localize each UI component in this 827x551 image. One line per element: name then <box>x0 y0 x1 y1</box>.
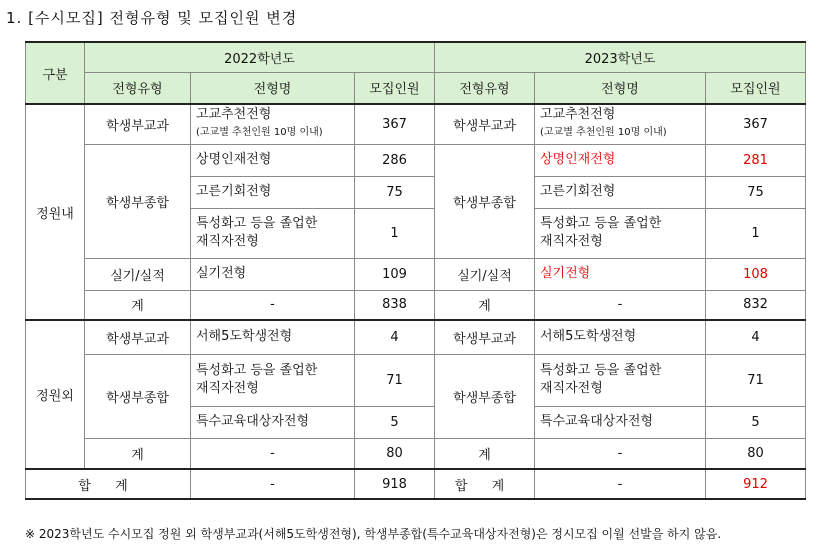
count-cell: 80 <box>706 438 806 469</box>
header-count-2022: 모집인원 <box>355 72 435 104</box>
name-cell <box>535 208 706 258</box>
name-line: 재직자전형 <box>540 381 603 396</box>
name-cell-changed: 실기전형 <box>535 258 706 290</box>
name-cell: 상명인재전형 <box>191 144 355 176</box>
group-outside: 정원외 <box>26 320 85 469</box>
name-line: 재직자전형 <box>196 234 259 249</box>
name-cell <box>191 208 355 258</box>
dash-cell: - <box>191 290 355 320</box>
count-cell-changed: 912 <box>706 469 806 499</box>
name-cell: 특수교육대상자전형 <box>535 406 706 438</box>
grand-total-label: 합 계 <box>435 469 535 499</box>
count-cell: 1 <box>355 208 435 258</box>
name-cell-changed: 상명인재전형 <box>535 144 706 176</box>
count-cell: 5 <box>355 406 435 438</box>
type-cell: 학생부교과 <box>85 104 191 144</box>
table-row <box>26 354 806 406</box>
type-cell: 학생부교과 <box>85 320 191 354</box>
name-cell <box>535 354 706 406</box>
table-row <box>26 258 806 290</box>
subtotal-label: 계 <box>85 438 191 469</box>
dash-cell: - <box>191 438 355 469</box>
name-cell: 서해5도학생전형 <box>191 320 355 354</box>
name-line: 특성화고 등을 졸업한 <box>196 363 318 378</box>
name-cell: 실기전형 <box>191 258 355 290</box>
grand-total-label: 합 계 <box>26 469 191 499</box>
name-line: 특성화고 등을 졸업한 <box>196 216 318 231</box>
count-cell: 75 <box>706 176 806 208</box>
name-cell <box>191 354 355 406</box>
count-cell: 109 <box>355 258 435 290</box>
table-row <box>26 320 806 354</box>
name-line: 재직자전형 <box>540 234 603 249</box>
count-cell: 71 <box>706 354 806 406</box>
count-cell: 5 <box>706 406 806 438</box>
type-cell: 학생부종합 <box>85 354 191 438</box>
table-row <box>26 104 806 144</box>
count-cell: 71 <box>355 354 435 406</box>
type-cell: 실기/실적 <box>435 258 535 290</box>
subtotal-label: 계 <box>435 438 535 469</box>
header-name-2022: 전형명 <box>191 72 355 104</box>
group-inside: 정원내 <box>26 104 85 320</box>
type-cell: 학생부종합 <box>435 144 535 258</box>
dash-cell: - <box>535 438 706 469</box>
type-cell: 학생부종합 <box>435 354 535 438</box>
subtotal-label: 계 <box>85 290 191 320</box>
name-line: 특성화고 등을 졸업한 <box>540 363 662 378</box>
count-cell: 80 <box>355 438 435 469</box>
type-cell: 학생부종합 <box>85 144 191 258</box>
admission-table <box>25 41 806 500</box>
name-subtext: (고교별 추천인원 10명 이내) <box>540 127 667 139</box>
count-cell: 286 <box>355 144 435 176</box>
subtotal-row <box>26 290 806 320</box>
subtotal-label: 계 <box>435 290 535 320</box>
dash-cell: - <box>535 290 706 320</box>
header-count-2023: 모집인원 <box>706 72 806 104</box>
type-cell: 학생부교과 <box>435 320 535 354</box>
table-row <box>26 144 806 176</box>
type-cell: 실기/실적 <box>85 258 191 290</box>
dash-cell: - <box>535 469 706 499</box>
count-cell: 4 <box>706 320 806 354</box>
name-cell: 서해5도학생전형 <box>535 320 706 354</box>
count-cell: 4 <box>355 320 435 354</box>
count-cell: 918 <box>355 469 435 499</box>
header-type-2022: 전형유형 <box>85 72 191 104</box>
name-cell: 고른기회전형 <box>191 176 355 208</box>
name-text: 고교추천전형 <box>540 107 616 123</box>
name-text: 고교추천전형 <box>196 107 272 123</box>
name-cell <box>535 104 706 144</box>
section-title: 1. [수시모집] 전형유형 및 모집인원 변경 <box>6 9 298 27</box>
count-cell: 367 <box>355 104 435 144</box>
name-subtext: (고교별 추천인원 10명 이내) <box>196 127 323 139</box>
name-cell: 고른기회전형 <box>535 176 706 208</box>
count-cell-changed: 108 <box>706 258 806 290</box>
header-2022: 2022학년도 <box>85 42 435 72</box>
name-cell <box>191 104 355 144</box>
count-cell: 832 <box>706 290 806 320</box>
name-line: 재직자전형 <box>196 381 259 396</box>
name-cell: 특수교육대상자전형 <box>191 406 355 438</box>
header-type-2023: 전형유형 <box>435 72 535 104</box>
footnote: ※ 2023학년도 수시모집 정원 외 학생부교과(서해5도학생전형), 학생부종합(특수교육대상자전형)은 정시모집 이월 선발을 하지 않음. <box>25 527 722 541</box>
count-cell: 75 <box>355 176 435 208</box>
subtotal-row <box>26 438 806 469</box>
count-cell: 1 <box>706 208 806 258</box>
count-cell: 367 <box>706 104 806 144</box>
count-cell-changed: 281 <box>706 144 806 176</box>
header-group: 구분 <box>26 42 85 104</box>
grand-total-row <box>26 469 806 499</box>
dash-cell: - <box>191 469 355 499</box>
header-name-2023: 전형명 <box>535 72 706 104</box>
count-cell: 838 <box>355 290 435 320</box>
name-line: 특성화고 등을 졸업한 <box>540 216 662 231</box>
type-cell: 학생부교과 <box>435 104 535 144</box>
header-2023: 2023학년도 <box>435 42 806 72</box>
